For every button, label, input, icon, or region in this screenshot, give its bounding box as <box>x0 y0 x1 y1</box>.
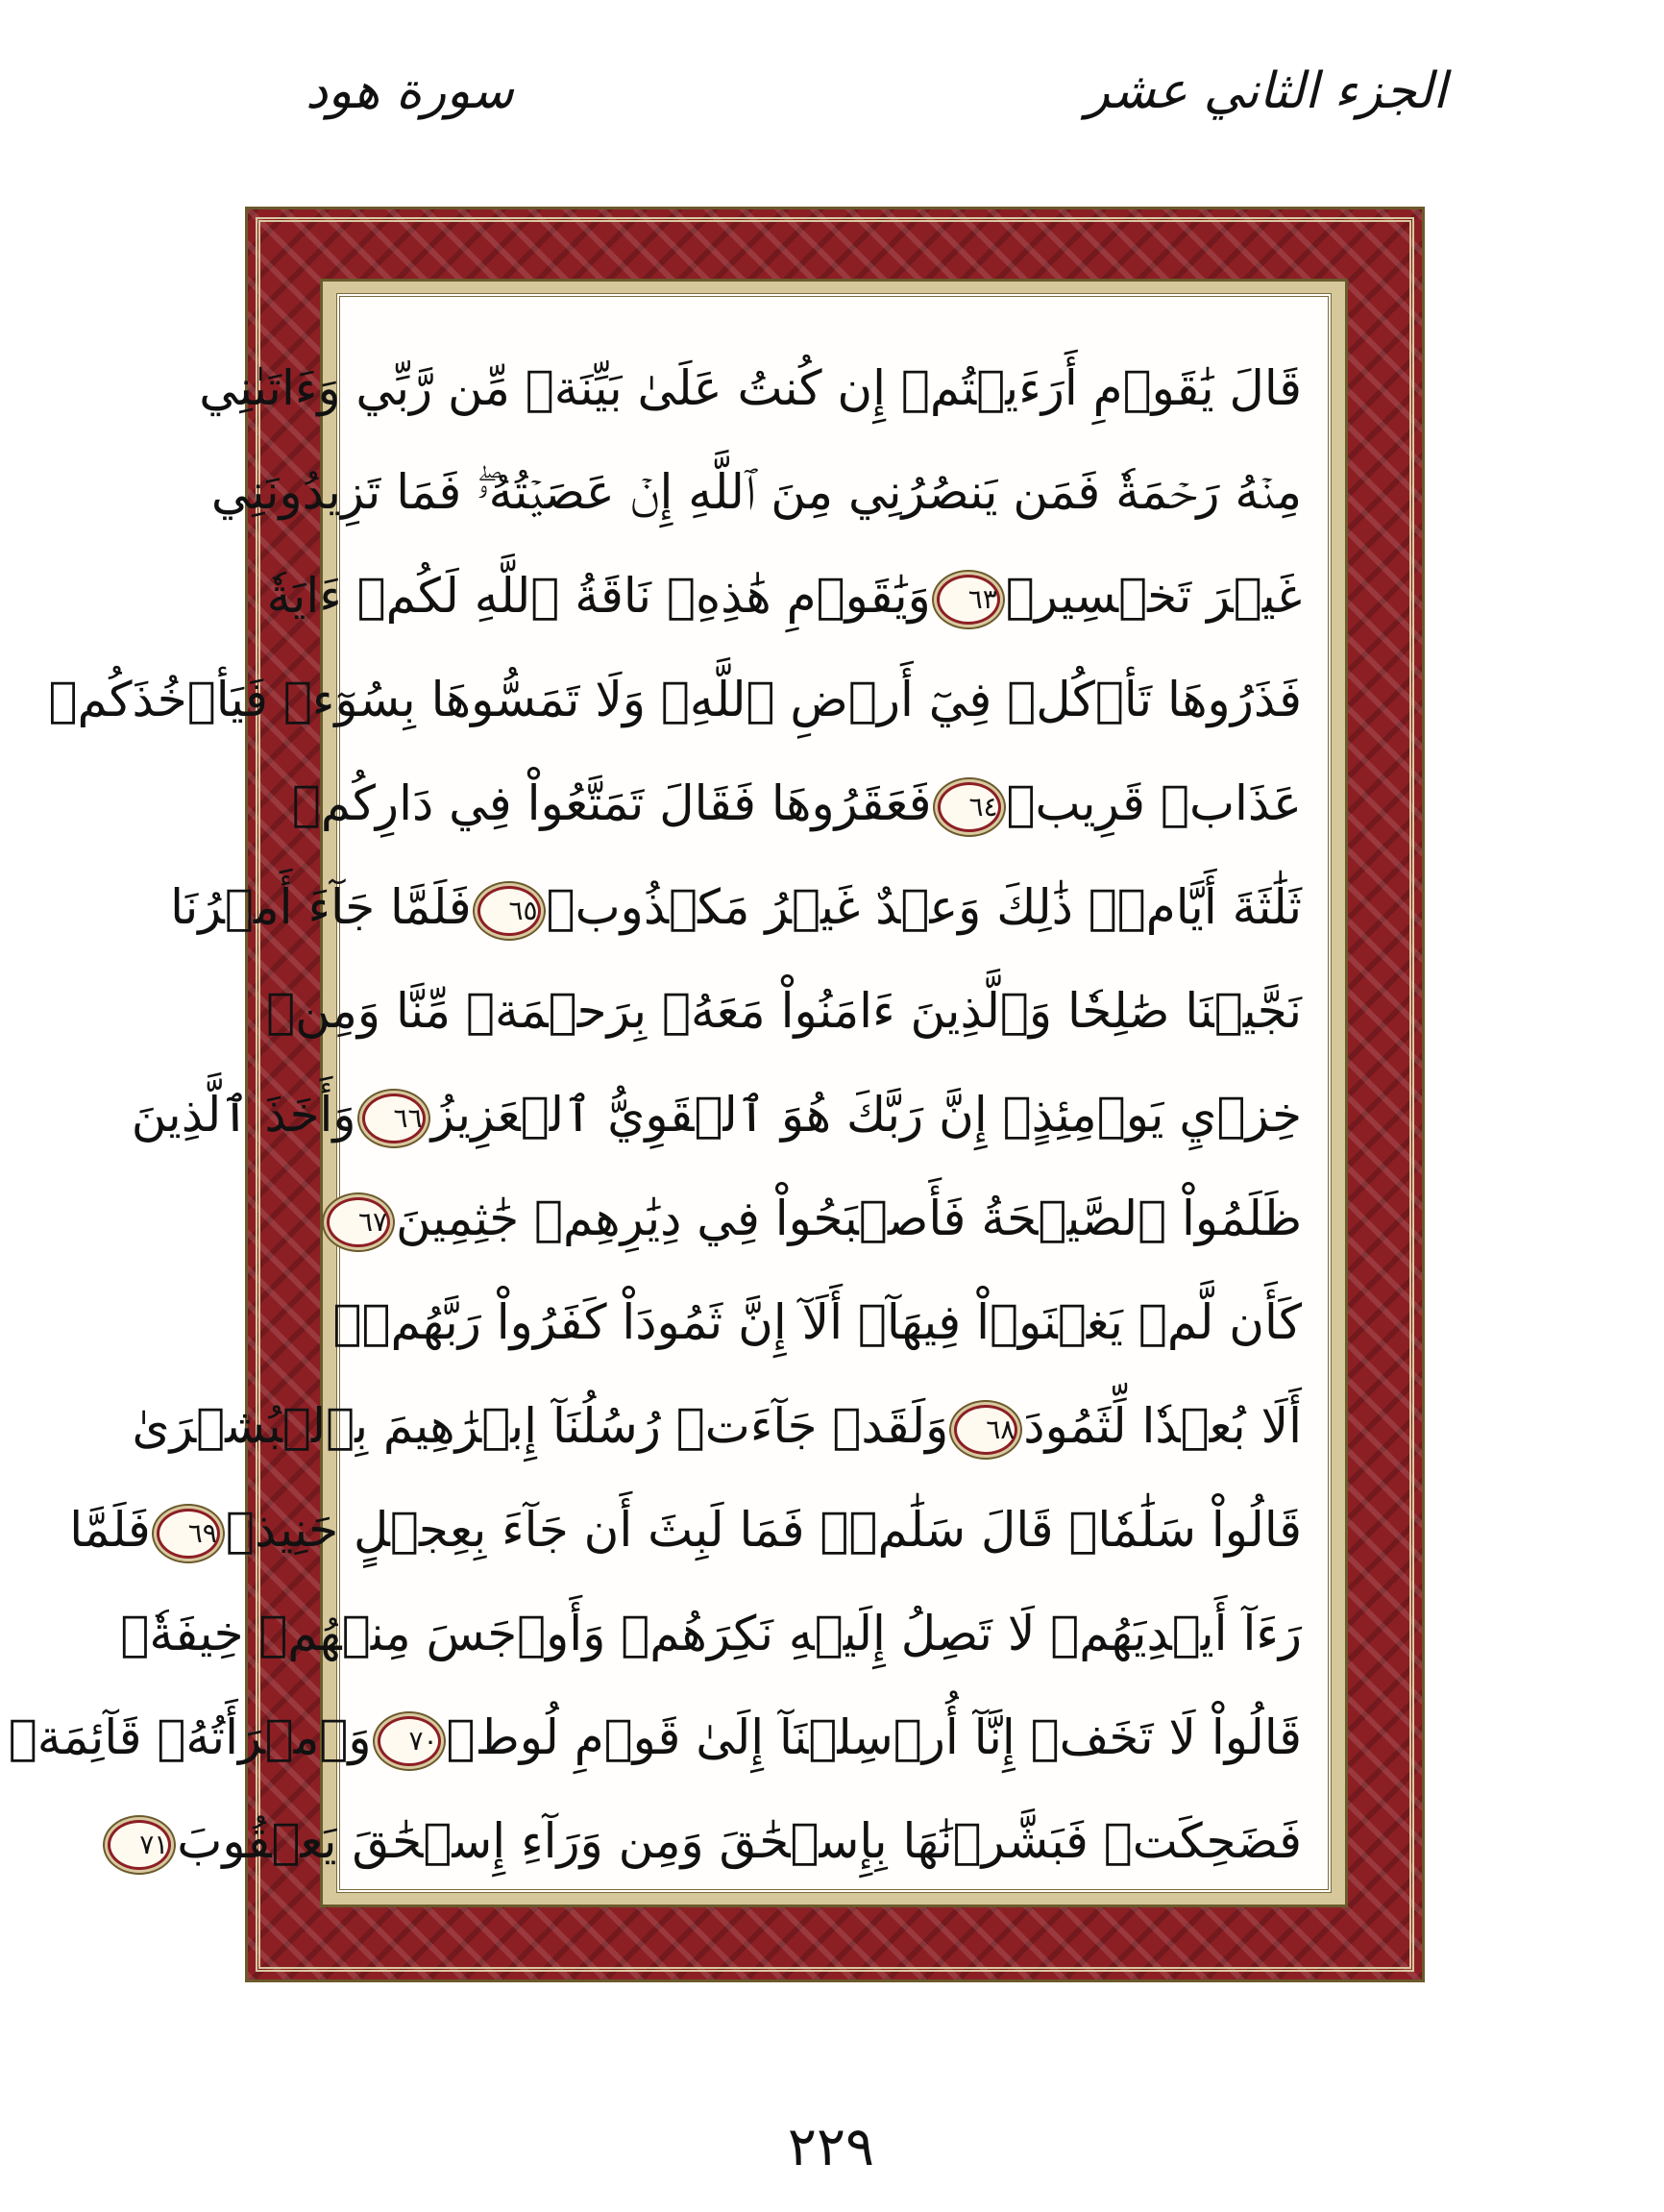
verse-text: قَالُواْ سَلَٰمٗاۖ قَالَ سَلَٰمٞۖ فَمَا لَبِثَ أَن جَآءَ بِعِجۡلٍ حَنِيذٖ <box>225 1502 1302 1558</box>
ayah-number-marker: ٦٩ <box>157 1509 220 1559</box>
verse-text: فَضَحِكَتۡ فَبَشَّرۡنَٰهَا بِإِسۡحَٰقَ وَمِن وَرَآءِ إِسۡحَٰقَ يَعۡقُوبَ <box>177 1813 1302 1869</box>
ayah-number-marker: ٦٨ <box>954 1405 1017 1455</box>
verse-line <box>266 544 1302 648</box>
verse-line <box>170 855 1302 959</box>
ayah-number-marker: ٦٣ <box>937 575 1000 625</box>
verse-line <box>69 1478 1302 1582</box>
verse-line <box>291 751 1302 855</box>
verse-text: كَأَن لَّمۡ يَغۡنَوۡاْ فِيهَآۗ أَلَآ إِنَّ ثَمُودَاْ كَفَرُواْ رَبَّهُمۡۗ <box>332 1294 1302 1350</box>
verse-text: مِنۡهُ رَحۡمَةٗ فَمَن يَنصُرُنِي مِنَ ٱللَّهِ إِنۡ عَصَيۡتُهُۥۖ فَمَا تَزِيدُونَنِي <box>210 464 1302 520</box>
page-number: ٢٢٩ <box>787 2116 875 2178</box>
ayah-number-marker: ٧٠ <box>378 1716 441 1766</box>
juz-title: الجزء الثاني عشر <box>1086 62 1447 120</box>
verse-line <box>132 1374 1302 1478</box>
verse-text: وَأَخَذَ ٱلَّذِينَ <box>131 1087 356 1143</box>
quran-text <box>8 336 1302 1893</box>
verse-line <box>357 1167 1302 1270</box>
verse-text: غَيۡرَ تَخۡسِيرٖ <box>1005 568 1302 624</box>
ayah-number-marker: ٦٧ <box>327 1197 390 1247</box>
verse-text: فَعَقَرُوهَا فَقَالَ تَمَتَّعُواْ فِي دَارِكُمۡ <box>291 775 932 831</box>
verse-line <box>120 1582 1302 1685</box>
ayah-number-marker: ٦٦ <box>362 1094 426 1143</box>
verse-line <box>332 1270 1302 1374</box>
verse-text: وَيَٰقَوۡمِ هَٰذِهِۦ نَاقَةُ ٱللَّهِ لَكُمۡ ءَايَةٗ <box>266 568 931 624</box>
verse-text: وَلَقَدۡ جَآءَتۡ رُسُلُنَآ إِبۡرَٰهِيمَ بِٱلۡبُشۡرَىٰ <box>132 1398 949 1454</box>
verse-text: أَلَا بُعۡدٗا لِّثَمُودَ <box>1023 1398 1302 1454</box>
verse-text: قَالَ يَٰقَوۡمِ أَرَءَيۡتُمۡ إِن كُنتُ عَلَىٰ بَيِّنَةٖ مِّن رَّبِّي وَءَاتَىٰنِي <box>199 360 1302 416</box>
verse-line <box>199 336 1302 440</box>
verse-text: نَجَّيۡنَا صَٰلِحٗا وَٱلَّذِينَ ءَامَنُواْ مَعَهُۥ بِرَحۡمَةٖ مِّنَّا وَمِنۡ <box>266 983 1302 1039</box>
verse-text: خِزۡيِ يَوۡمِئِذٍۚ إِنَّ رَبَّكَ هُوَ ٱلۡقَوِيُّ ٱلۡعَزِيزُ <box>430 1087 1302 1143</box>
verse-text: ثَلَٰثَةَ أَيَّامٖۖ ذَٰلِكَ وَعۡدٌ غَيۡرُ مَكۡذُوبٖ <box>546 879 1302 935</box>
verse-text: وَٱمۡرَأَتُهُۥ قَآئِمَةٞ <box>8 1709 372 1765</box>
surah-title: سورة هود <box>306 62 514 120</box>
verse-text: قَالُواْ لَا تَخَفۡ إِنَّآ أُرۡسِلۡنَآ إِلَىٰ قَوۡمِ لُوطٖ <box>446 1709 1302 1765</box>
verse-text: فَلَمَّا جَآءَ أَمۡرُنَا <box>170 879 472 935</box>
ayah-number-marker: ٦٤ <box>938 782 1001 832</box>
verse-line <box>8 1685 1302 1789</box>
verse-text: عَذَابٞ قَرِيبٞ <box>1006 775 1302 831</box>
verse-line <box>48 648 1302 751</box>
verse-line <box>131 1063 1302 1167</box>
verse-text: فَذَرُوهَا تَأۡكُلۡ فِيٓ أَرۡضِ ٱللَّهِۖ وَلَا تَمَسُّوهَا بِسُوٓءٖ فَيَأۡخُذَكُمۡ <box>48 672 1302 727</box>
verse-text: فَلَمَّا <box>69 1502 151 1558</box>
verse-line <box>139 1789 1302 1893</box>
verse-text: رَءَآ أَيۡدِيَهُمۡ لَا تَصِلُ إِلَيۡهِ نَكِرَهُمۡ وَأَوۡجَسَ مِنۡهُمۡ خِيفَةٗۚ <box>120 1606 1302 1661</box>
verse-text: ظَلَمُواْ ٱلصَّيۡحَةُ فَأَصۡبَحُواْ فِي دِيَٰرِهِمۡ جَٰثِمِينَ <box>396 1191 1302 1246</box>
ayah-number-marker: ٦٥ <box>477 886 541 936</box>
verse-line <box>210 440 1302 544</box>
verse-line <box>266 959 1302 1063</box>
ayah-number-marker: ٧١ <box>108 1820 171 1870</box>
